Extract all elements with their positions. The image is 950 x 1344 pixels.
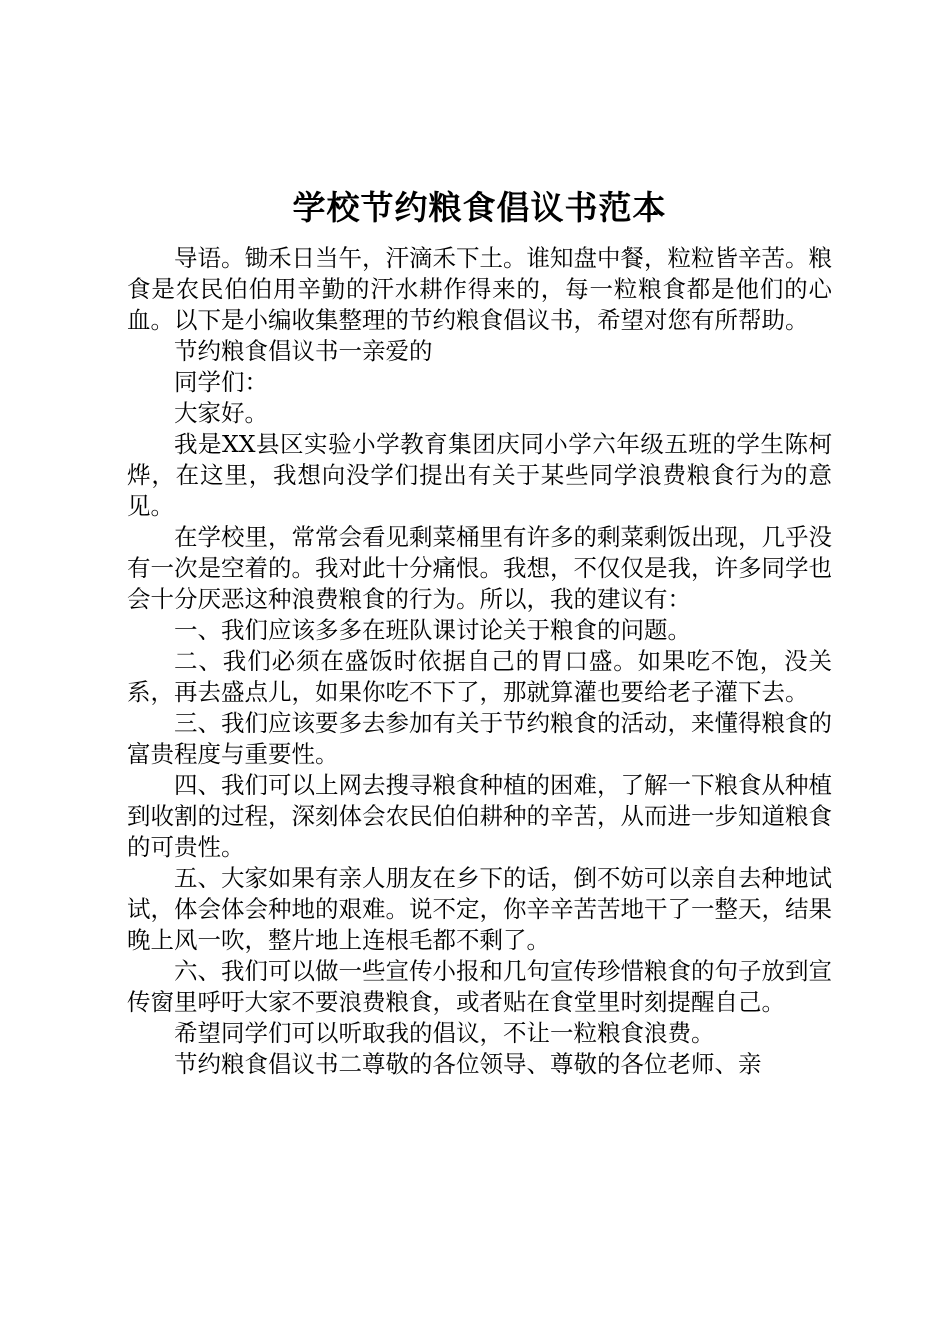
paragraph-observation: 在学校里，常常会看见剩菜桶里有许多的剩菜剩饭出现，几乎没有一次是空着的。我对此十分痛恨。我想，不仅仅是我，许多同学也会十分厌恶这种浪费粮食的行为。所以，我的建议有： — [127, 523, 832, 613]
paragraph-suggestion-6: 六、我们可以做一些宣传小报和几句宣传珍惜粮食的句子放到宣传窗里呼吁大家不要浪费粮食，或者贴在食堂里时刻提醒自己。 — [127, 957, 832, 1016]
paragraph-letter-two-heading: 节约粮食倡议书二尊敬的各位领导、尊敬的各位老师、亲 — [174, 1050, 762, 1078]
paragraph-suggestion-4: 四、我们可以上网去搜寻粮食种植的困难，了解一下粮食从种植到收割的过程，深刻体会农民伯伯耕种的辛苦，从而进一步知道粮食的可贵性。 — [127, 771, 832, 861]
paragraph-suggestion-5: 五、大家如果有亲人朋友在乡下的话，倒不妨可以亲自去种地试试，体会体会种地的艰难。说不定，你辛辛苦苦地干了一整天，结果晚上风一吹，整片地上连根毛都不剩了。 — [127, 864, 832, 954]
paragraph-self-introduction: 我是XX县区实验小学教育集团庆同小学六年级五班的学生陈柯烨，在这里，我想向没学们提出有关于某些同学浪费粮食行为的意见。 — [127, 430, 832, 520]
paragraph-closing-hope: 希望同学们可以听取我的倡议，不让一粒粮食浪费。 — [174, 1019, 715, 1047]
paragraph-salutation: 同学们： — [174, 368, 268, 396]
paragraph-intro: 导语。锄禾日当午，汗滴禾下土。谁知盘中餐，粒粒皆辛苦。粮食是农民伯伯用辛勤的汗水耕作得来的，每一粒粮食都是他们的心血。以下是小编收集整理的节约粮食倡议书，希望对您有所帮助。 — [127, 244, 832, 334]
document-page — [127, 183, 832, 1080]
paragraph-suggestion-2: 二、我们必须在盛饭时依据自己的胃口盛。如果吃不饱，没关系，再去盛点儿，如果你吃不下了，那就算灌也要给老子灌下去。 — [127, 647, 832, 706]
paragraph-greeting: 大家好。 — [174, 399, 268, 427]
paragraph-letter-one-heading: 节约粮食倡议书一亲爱的 — [174, 337, 433, 365]
paragraph-suggestion-1: 一、我们应该多多在班队课讨论关于粮食的问题。 — [174, 616, 691, 644]
document-title: 学校节约粮食倡议书范本 — [292, 188, 667, 227]
document-body — [127, 243, 832, 1080]
paragraph-suggestion-3: 三、我们应该要多去参加有关于节约粮食的活动，来懂得粮食的富贵程度与重要性。 — [127, 709, 832, 768]
